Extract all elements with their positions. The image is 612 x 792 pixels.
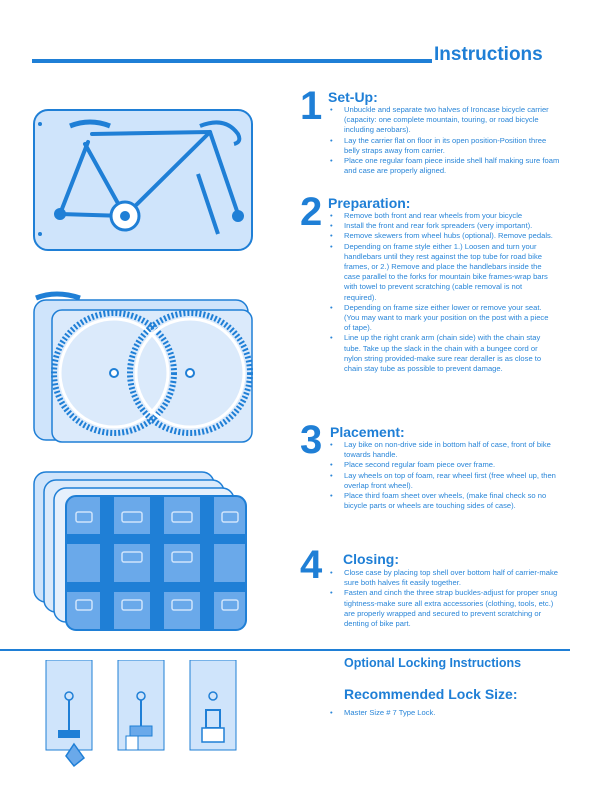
recommended-lock-heading: Recommended Lock Size: — [344, 686, 518, 702]
step-2-list — [330, 211, 556, 374]
list-item: • Place third foam sheet over wheels, (make final check so no bicycle parts or wheels are touching sides of case). — [330, 491, 556, 511]
section-divider — [0, 649, 570, 651]
step-1-heading: Set-Up: — [328, 89, 378, 105]
step-4-list — [330, 568, 562, 629]
list-item: • Remove skewers from wheel hubs (optional). Remove pedals. — [330, 231, 556, 241]
list-item: • Master Size # 7 Type Lock. — [330, 708, 550, 718]
step-2-heading: Preparation: — [328, 195, 411, 211]
step-4-heading: Closing: — [343, 551, 399, 567]
list-item: • Fasten and cinch the three strap buckles-adjust for proper snug tightness-make sure all extra accessories (clothing, tools, etc.) are properly wrapped and secured to prevent scratching or denting of bike part. — [330, 588, 562, 629]
step-3-heading: Placement: — [330, 424, 405, 440]
step-3-list — [330, 440, 556, 511]
list-item: • Depending on frame style either 1.) Loosen and turn your handlebars until they rest against the top tube for road bike frames, or 2.) Remove and place the handlebars inside the case parallel to the forks for mountain bike frames-wrap bars with towel to prevent scratching (cable removal is not required). — [330, 242, 556, 303]
list-item: • Lay bike on non-drive side in bottom half of case, front of bike towards handle. — [330, 440, 556, 460]
list-item: • Install the front and rear fork spreaders (very important). — [330, 221, 556, 231]
list-item: • Unbuckle and separate two halves of Ironcase bicycle carrier (capacity: one complete mountain, touring, or road bicycle including aerobars). — [330, 105, 562, 136]
lock-list — [330, 708, 550, 718]
wheels-illustration — [30, 286, 260, 446]
page-title: Instructions — [434, 44, 543, 65]
list-item: • Depending on frame size either lower or remove your seat. (You may want to mark your position on the post with a piece of tape). — [330, 303, 556, 334]
step-1-list — [330, 105, 562, 176]
list-item: • Close case by placing top shell over bottom half of carrier-make sure both halves fit easily together. — [330, 568, 562, 588]
step-2-number: 2 — [300, 190, 323, 234]
strapped-case-illustration — [30, 462, 260, 632]
list-item: • Line up the right crank arm (chain side) with the chain stay tube. Take up the slack in the chain with a bungee cord or nylon string provided-make sure rear deraller is as close to chain stay tube as possible to prevent damage. — [330, 333, 556, 374]
bike-in-case-illustration — [30, 104, 260, 254]
list-item: • Place second regular foam piece over frame. — [330, 460, 556, 470]
lock-illustrations — [40, 660, 280, 770]
step-3-number: 3 — [300, 418, 323, 462]
step-4-number: 4 — [300, 543, 323, 587]
list-item: • Remove both front and rear wheels from your bicycle — [330, 211, 556, 221]
list-item: • Lay wheels on top of foam, rear wheel first (free wheel up, then overlap front wheel). — [330, 471, 556, 491]
optional-locking-heading: Optional Locking Instructions — [344, 656, 522, 670]
list-item: • Place one regular foam piece inside shell half making sure foam and case are properly aligned. — [330, 156, 562, 176]
step-1-number: 1 — [300, 84, 323, 128]
list-item: • Lay the carrier flat on floor in its open position-Position three belly straps away from carrier. — [330, 136, 562, 156]
title-rule — [32, 59, 432, 63]
